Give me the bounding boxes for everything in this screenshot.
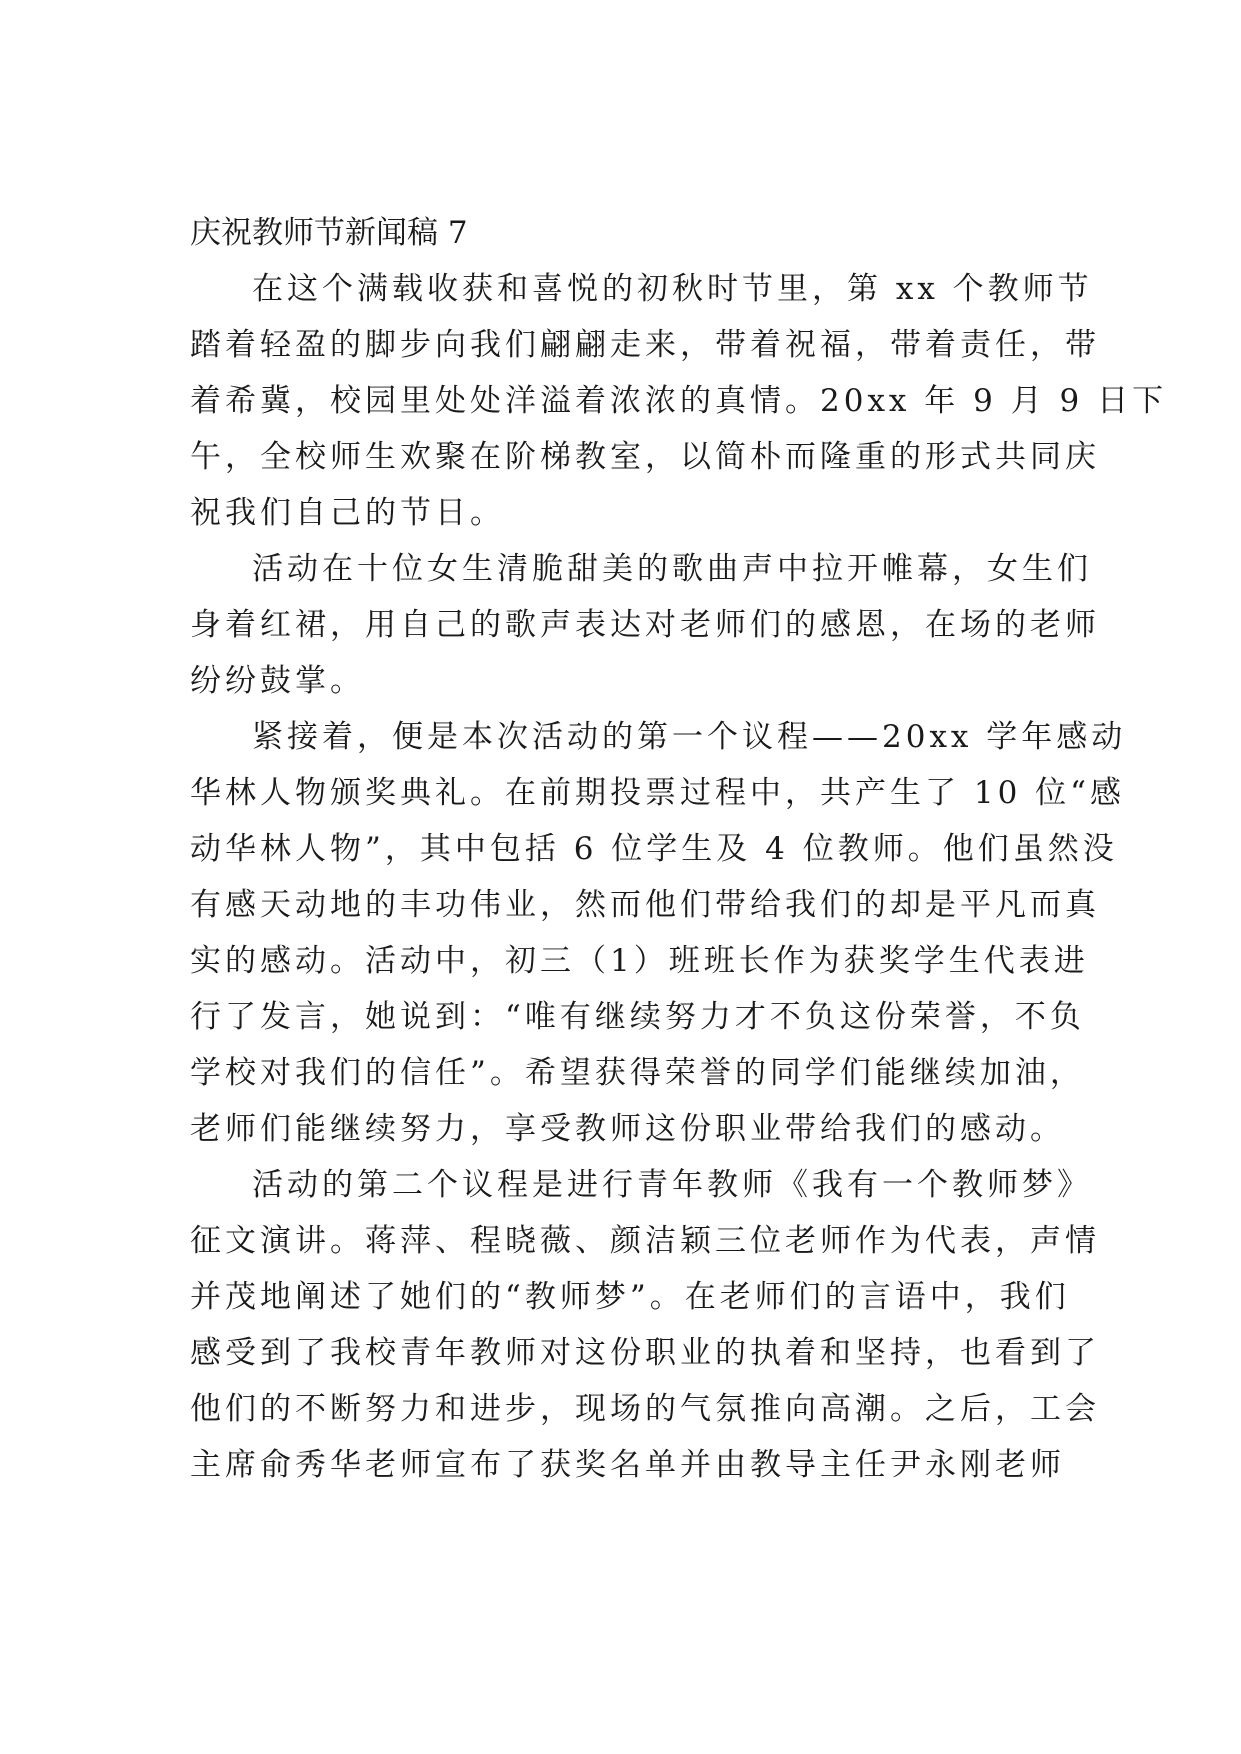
text-line: 祝我们自己的节日。 [190,495,505,531]
paragraph-3 [190,709,1127,1157]
text-line: 实的感动。活动中，初三（1）班班长作为获奖学生代表进 [190,943,1089,979]
text-line: 身着红裙，用自己的歌声表达对老师们的感恩，在场的老师 [190,607,1100,643]
text-line: 活动在十位女生清脆甜美的歌曲声中拉开帷幕，女生们 [252,551,1092,587]
text-line: 学校对我们的信任”。希望获得荣誉的同学们能继续加油， [190,1055,1085,1091]
text-line: 征文演讲。蒋萍、程晓薇、颜洁颖三位老师作为代表，声情 [190,1223,1100,1259]
text-line: 他们的不断努力和进步，现场的气氛推向高潮。之后，工会 [190,1391,1100,1427]
text-line: 午，全校师生欢聚在阶梯教室，以简朴而隆重的形式共同庆 [190,439,1100,475]
paragraph-2 [190,541,1100,709]
text-line: 踏着轻盈的脚步向我们翩翩走来，带着祝福，带着责任，带 [190,327,1100,363]
text-line: 主席俞秀华老师宣布了获奖名单并由教导主任尹永刚老师 [190,1447,1065,1483]
text-line: 华林人物颁奖典礼。在前期投票过程中，共产生了 10 位“感 [190,775,1125,811]
paragraph-1 [190,261,1168,541]
text-line: 纷纷鼓掌。 [190,663,365,699]
text-line: 有感天动地的丰功伟业，然而他们带给我们的却是平凡而真 [190,887,1100,923]
text-line: 活动的第二个议程是进行青年教师《我有一个教师梦》 [252,1167,1092,1203]
text-line: 动华林人物”，其中包括 6 位学生及 4 位教师。他们虽然没 [190,831,1118,867]
text-line: 老师们能继续努力，享受教师这份职业带给我们的感动。 [190,1111,1065,1147]
text-line: 并茂地阐述了她们的“教师梦”。在老师们的言语中，我们 [190,1279,1070,1315]
text-line: 着希冀，校园里处处洋溢着浓浓的真情。20xx 年 9 月 9 日下 [190,383,1168,419]
document-body [190,205,1168,1493]
text-line: 行了发言，她说到：“唯有继续努力才不负这份荣誉，不负 [190,999,1085,1035]
text-line: 在这个满载收获和喜悦的初秋时节里，第 xx 个教师节 [252,271,1093,307]
text-line: 紧接着，便是本次活动的第一个议程——20xx 学年感动 [252,719,1127,755]
document-title: 庆祝教师节新闻稿 7 [190,215,468,251]
paragraph-4 [190,1157,1100,1493]
text-line: 感受到了我校青年教师对这份职业的执着和坚持，也看到了 [190,1335,1100,1371]
